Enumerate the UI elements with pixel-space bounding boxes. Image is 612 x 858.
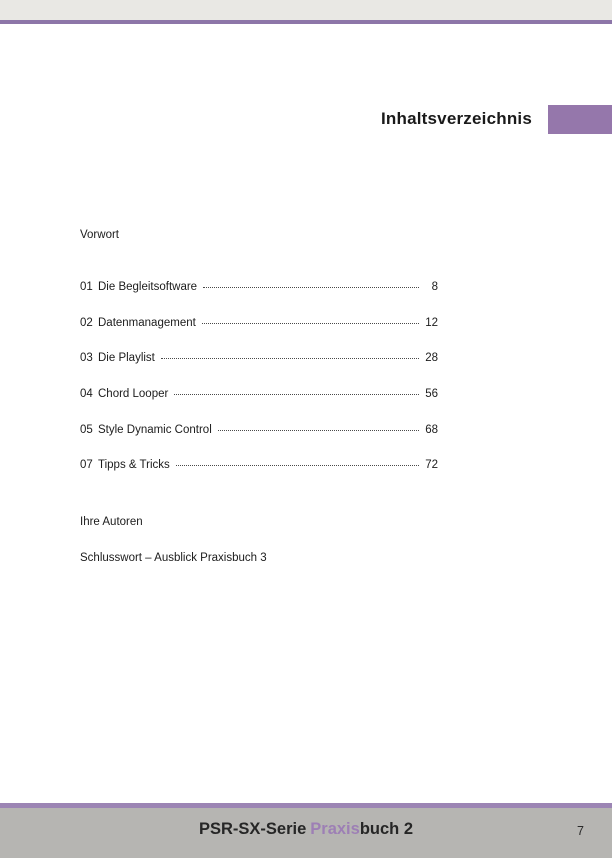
toc-dot-leader bbox=[176, 465, 419, 466]
top-gray-band bbox=[0, 0, 612, 20]
toc-entry-title: Tipps & Tricks bbox=[98, 459, 170, 472]
toc-entry bbox=[80, 281, 438, 295]
toc-dot-leader bbox=[203, 287, 419, 288]
heading-row bbox=[381, 104, 612, 134]
top-purple-rule bbox=[0, 20, 612, 24]
toc-entry-title: Die Begleitsoftware bbox=[98, 281, 198, 293]
toc-entry-page: 72 bbox=[425, 459, 438, 472]
toc-entry bbox=[80, 459, 438, 473]
heading-accent-block bbox=[548, 105, 612, 134]
toc-entry-number: 05 bbox=[80, 423, 93, 436]
toc-list bbox=[80, 281, 438, 495]
toc-entry bbox=[80, 424, 438, 438]
toc-entry-number: 07 bbox=[80, 459, 93, 472]
footer-page-number: 7 bbox=[577, 824, 584, 838]
toc-dot-leader bbox=[218, 430, 419, 431]
toc-entry bbox=[80, 317, 438, 331]
toc-entry-number: 01 bbox=[80, 281, 93, 293]
toc-entry-page: 68 bbox=[425, 423, 438, 436]
toc-entry-page: 8 bbox=[431, 281, 438, 293]
toc-dot-leader bbox=[202, 323, 419, 324]
toc-item-closing: Schlusswort – Ausblick Praxisbuch 3 bbox=[80, 552, 267, 564]
footer-brand-highlight: Praxis bbox=[310, 820, 360, 838]
toc-entry-title: Datenmanagement bbox=[98, 316, 196, 329]
footer-book-title bbox=[0, 820, 612, 839]
toc-entry-page: 12 bbox=[425, 316, 438, 329]
toc-dot-leader bbox=[174, 394, 419, 395]
toc-entry bbox=[80, 388, 438, 402]
toc-entry-title: Style Dynamic Control bbox=[98, 423, 212, 436]
toc-entry-number: 02 bbox=[80, 316, 93, 329]
toc-entry-page: 56 bbox=[425, 388, 438, 401]
toc-dot-leader bbox=[161, 358, 419, 359]
toc-entry-title: Die Playlist bbox=[98, 352, 155, 365]
toc-item-vorwort: Vorwort bbox=[80, 229, 119, 241]
toc-entry-page: 28 bbox=[425, 352, 438, 365]
footer-series-text: PSR-SX-Serie bbox=[198, 820, 307, 838]
toc-entry-title: Chord Looper bbox=[98, 388, 169, 401]
toc-entry-number: 04 bbox=[80, 388, 93, 401]
toc-entry-number: 03 bbox=[80, 352, 93, 365]
toc-entry bbox=[80, 352, 438, 366]
page-title: Inhaltsverzeichnis bbox=[381, 109, 532, 128]
toc-item-authors: Ihre Autoren bbox=[80, 516, 143, 528]
footer-brand-rest: buch 2 bbox=[359, 820, 414, 838]
